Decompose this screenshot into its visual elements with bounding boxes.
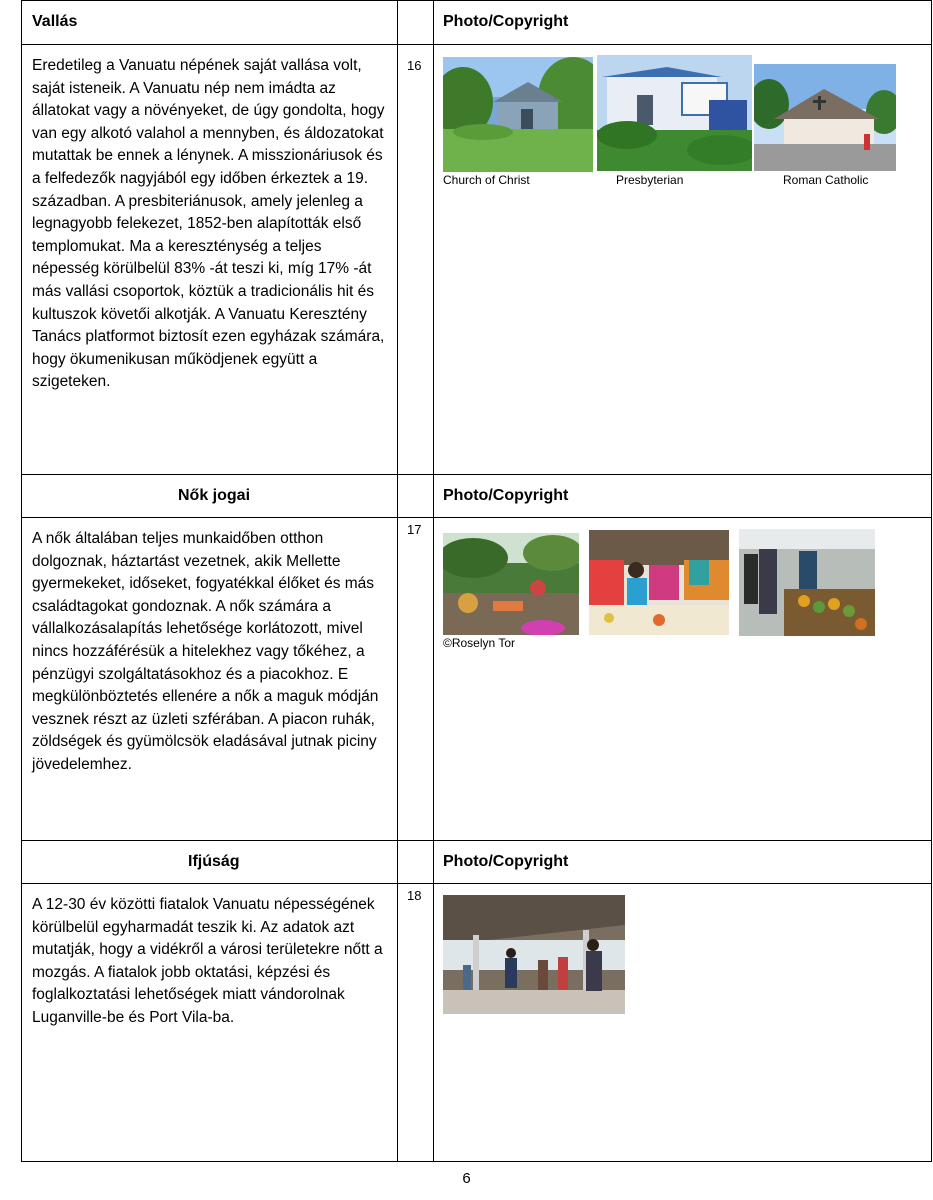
section-body-row bbox=[22, 883, 931, 1162]
page-number: 6 bbox=[462, 1170, 471, 1187]
section-paragraph: A nők általában teljes munkaidőben otthon dolgoznak, háztartást vezetnek, akik Mellette gyermekeket, időseket, fogyatékkal élőket és más családtagokat gondoznak. A nők számára a vállalkozásalapítás lehetősége korlátozott, mivel nincs hozzáférésük a hitelekhez vagy tőkéhez, a pénzügyi szolgáltatásokhoz és a piacokhoz. E megkülönböztetés ellenére a nők a maguk módján vesznek részt az üzleti szférában. A piacon ruhák, zöldségek és gyümölcsök eladásával jutnak piciny jövedelemhez. bbox=[32, 530, 379, 773]
photo-heading: Photo/Copyright bbox=[443, 853, 569, 870]
section-number: 16 bbox=[407, 58, 422, 73]
section-heading: Nők jogai bbox=[178, 487, 251, 504]
section-paragraph: A 12-30 év közötti fiatalok Vanuatu népességének körülbelül egyharmadát teszik ki. Az adatok azt mutatják, hogy a vidékről a városi területekre nőtt a mozgás. A fiatalok jobb oktatási, képzési és foglalkoztatási lehetőségek miatt vándorolnak Luganville-be és Port Vila-ba. bbox=[32, 896, 383, 1026]
fruit-market-photo bbox=[739, 529, 875, 636]
presbyterian-photo bbox=[597, 55, 752, 171]
youth-gathering-photo bbox=[443, 895, 625, 1014]
section-number: 17 bbox=[407, 522, 422, 537]
section-heading: Ifjúság bbox=[188, 853, 240, 870]
photo-caption: Church of Christ bbox=[443, 173, 530, 187]
photo-heading: Photo/Copyright bbox=[443, 13, 569, 30]
roman-catholic-photo bbox=[754, 64, 896, 171]
market-photo bbox=[443, 533, 579, 635]
column-divider bbox=[397, 0, 398, 1161]
section-header-row bbox=[22, 474, 931, 517]
photo-caption: Roman Catholic bbox=[783, 173, 869, 187]
section-paragraph: Eredetileg a Vanuatu népének saját vallása volt, saját isteneik. A Vanuatu nép nem imádta az állatokat vagy a növényeket, de úgy gondolta, hogy van egy alkotó valahol a mennyben, és áldozatokat mutattak be ennek a lénynek. A misszionáriusok és a felfedezők nagyjából egy időben érkeztek a 19. században. A presbiteriánusok, amely jelenleg a legnagyobb felekezet, 1852-ben alapították első templomukat. Ma a kereszténység a teljes népesség körülbelül 83% -át teszi ki, míg 17% -át más vallási csoportok, köztük a tradicionális hit és kultuszok követői alkotják. A Vanuatu Keresztény Tanács platformot biztosít ezen egyházak számára, hogy ökumenikusan működjenek együtt a szigeteken. bbox=[32, 57, 385, 391]
market-stall-photo bbox=[589, 530, 729, 635]
church-of-christ-photo bbox=[443, 57, 593, 172]
section-number: 18 bbox=[407, 888, 422, 903]
section-body-row bbox=[22, 44, 931, 474]
section-header-row bbox=[22, 0, 931, 44]
column-divider bbox=[433, 0, 434, 1161]
photo-caption: Presbyterian bbox=[616, 173, 684, 187]
photo-credit: ©Roselyn Tor bbox=[443, 636, 515, 650]
section-heading: Vallás bbox=[32, 13, 78, 30]
section-header-row bbox=[22, 840, 931, 883]
photo-heading: Photo/Copyright bbox=[443, 487, 569, 504]
section-body-row bbox=[22, 517, 931, 840]
content-table bbox=[21, 0, 932, 1162]
